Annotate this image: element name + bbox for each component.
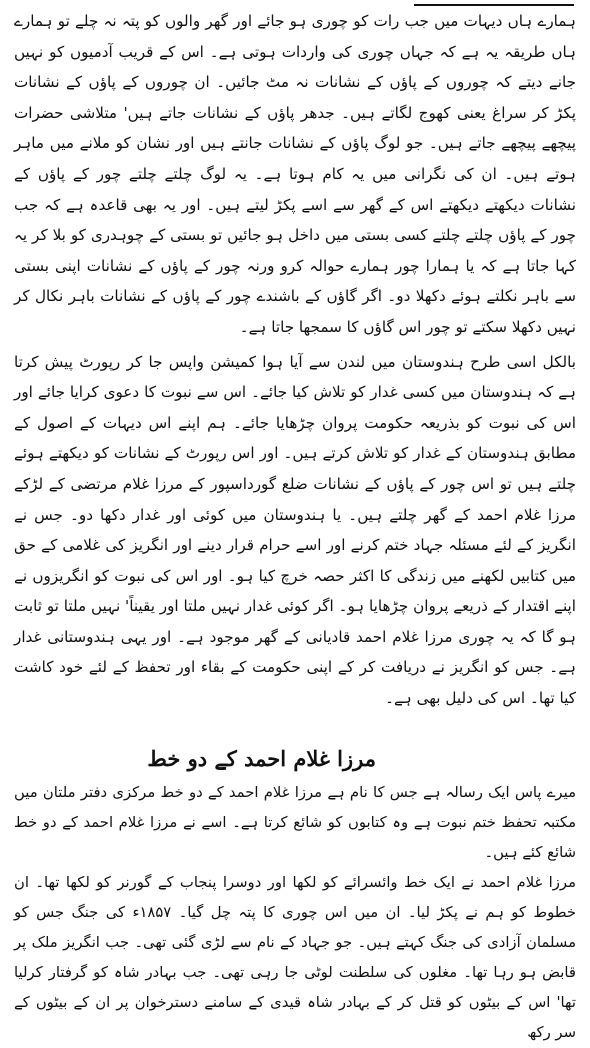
section-body: [14, 778, 576, 1048]
paragraph: ہمارے ہاں دیہات میں جب رات کو چوری ہو جائے اور گھر والوں کو پتہ نہ چلے تو ہمارے ہاں طریقہ یہ ہے کہ جہاں چوری کی واردات ہوتی ہے۔ اس کے قریب آدمیوں کو نہیں جانے دیتے کہ چوروں کے پاؤں کے نشانات نہ مٹ جائیں۔ ان چوروں کے پاؤں کے نشانات پکڑ کر سراغ یعنی کھوج لگاتے ہیں۔ جدھر پاؤں کے نشانات جاتے ہیں' متلاشی حضرات پیچھے پیچھے جاتے ہیں۔ جو لوگ پاؤں کے نشانات جانتے ہیں اور نشان کو ملانے میں ماہر ہوتے ہیں۔ ان کی نگرانی میں یہ کام ہوتا ہے۔ یہ لوگ چلتے چلتے چور کے پاؤں کے نشانات دیکھتے دیکھتے اس کے گھر سے اسے پکڑ لیتے ہیں۔ اور یہ بھی قاعدہ ہے کہ جب چور کے پاؤں چلتے چلتے کسی بستی میں داخل ہو جائیں تو بستی کے چوہدری کو بلا کر یہ کہا جاتا ہے کہ یا ہمارا چور ہمارے حوالہ کرو ورنہ چور کے پاؤں کے نشانات اپنی بستی سے باہر نکلتے ہوئے دکھلا دو۔ اگر گاؤں کے باشندے چور کے پاؤں کے نشانات باہر نکال کر نہیں دکھلا سکتے تو چور اس گاؤں کا سمجھا جاتا ہے۔: [14, 12, 576, 336]
paragraph: مرزا غلام احمد نے ایک خط وائسرائے کو لکھا اور دوسرا پنجاب کے گورنر کو لکھا تھا۔ ان خطوط کو ہم نے پکڑ لیا۔ ان میں اس چوری کا پتہ چل گیا۔ ۱۸۵۷ء کی جنگ جس کو مسلمان آزادی کی جنگ کہتے ہیں۔ جو جہاد کے نام سے لڑی گئی تھی۔ جب انگریز ملک پر قابض ہو رہا تھا۔ مغلوں کی سلطنت لوٹی جا رہی تھی۔ جب بہادر شاہ کو گرفتار کرلیا تھا' اس کے بیٹوں کو قتل کر کے بہادر شاہ قیدی کے سامنے دسترخوان پر ان کے بیٹوں کے سر رکھ: [14, 873, 576, 1041]
section-body: [14, 6, 576, 714]
section-heading: مرزا غلام احمد کے دو خط: [147, 745, 376, 771]
paragraph: میرے پاس ایک رسالہ ہے جس کا نام ہے مرزا غلام احمد کے دو خط مرکزی دفتر ملتان میں مکتبہ تحفظ ختم نبوت ہے وہ کتابوں کو شائع کرتا ہے۔ اسے نے مرزا غلام احمد کے دو خط شائع کئے ہیں۔: [14, 783, 576, 861]
paragraph: بالکل اسی طرح ہندوستان میں لندن سے آیا ہوا کمیشن واپس جا کر رپورٹ پیش کرتا ہے کہ ہندوستان میں کسی غدار کو تلاش کیا جائے۔ اس سے نبوت کا دعوی کرایا جائے اور اس کی نبوت کو بذریعہ حکومت پروان چڑھایا جائے۔ ہم اپنے اس دیہات کے اصول کے مطابق ہندوستان کے غدار کو تلاش کرتے ہیں۔ اور اس رپورٹ کے نشانات کو دیکھتے ہوئے چلتے ہیں تو اس چور کے پاؤں کے نشانات ضلع گورداسپور کے مرزا غلام مرتضی کے لڑکے مرزا غلام احمد کے گھر چلتے ہیں۔ یا ہندوستان میں کوئی اور غدار دکھا دو۔ جس نے انگریز کے لئے مسئلہ جہاد ختم کرنے اور اسے حرام قرار دینے اور انگریز کی غلامی کے حق میں کتابیں لکھنے میں زندگی کا اکثر حصہ خرچ کیا ہو۔ اور اس کی نبوت کو انگریزوں نے اپنے اقتدار کے ذریعے پروان چڑھایا ہو۔ اگر کوئی غدار نہیں ملتا اور یقیناً' نہیں ملتا تو ثابت ہو گا کہ یہ چوری مرزا غلام احمد قادیانی کے گھر موجود ہے۔ اور یہی ہندوستانی غدار ہے۔ جس کو انگریز نے دریافت کر کے اپنی حکومت کے بقاء اور تحفظ کے لئے خود کاشت کیا تھا۔ اس کی دلیل بھی ہے۔: [14, 352, 576, 708]
top-rule: [414, 0, 574, 6]
